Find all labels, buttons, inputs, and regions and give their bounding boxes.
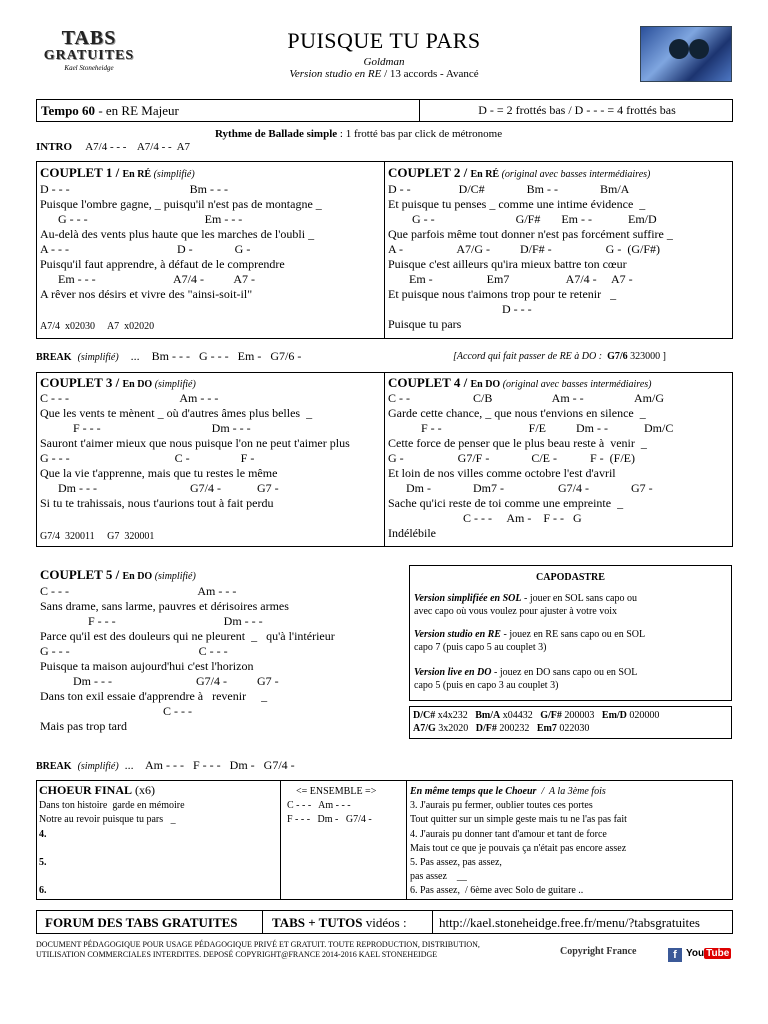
- version-rest: / 13 accords - Avancé: [381, 68, 479, 80]
- break2-line: [36, 758, 295, 774]
- intro-label: INTRO: [36, 141, 73, 153]
- chord-fingering: x4x232: [435, 710, 476, 721]
- lyric-line: Parce qu'il est des douleurs qui ne pleurent _ qu'à l'intérieur: [40, 629, 335, 643]
- youtube-icon[interactable]: [686, 948, 731, 959]
- capo-p3-rest: - jouez en DO sans capo ou en SOL: [491, 667, 638, 678]
- capo-p1-rest: - jouer en SOL sans capo ou: [521, 593, 637, 604]
- tempo-label: Tempo 60: [41, 103, 96, 118]
- couplet5-lines: [40, 584, 335, 734]
- lyric-line: Puisqu'il faut apprendre, à défaut de le comprendre: [40, 257, 285, 271]
- chord-line: C - - - Am - - -: [40, 584, 237, 598]
- divider: [280, 780, 281, 900]
- chord-line: D - - -: [388, 302, 532, 316]
- c3-key: En DO: [122, 379, 153, 390]
- break2-label: BREAK: [36, 761, 72, 772]
- final-right-title-label: En même temps que le Choeur: [410, 786, 537, 797]
- site-logo: [38, 28, 140, 78]
- capo-p1: [414, 592, 637, 618]
- forum-link[interactable]: FORUM DES TABS GRATUITES: [45, 915, 238, 930]
- chord-line: F - - - Dm - - -: [40, 421, 251, 435]
- divider: [384, 161, 385, 339]
- chord-table-row1: [413, 710, 667, 721]
- c3-note: (simplifié): [152, 379, 196, 390]
- chord-line: D - - D/C# Bm - - Bm/A: [388, 182, 630, 196]
- lyric-line: Que parfois même tout donner n'est pas forcément suffire _: [388, 227, 673, 241]
- chord-line: Em - Em7 A7/4 - A7 -: [388, 272, 633, 286]
- c2-note: (original avec basses intermédiaires): [499, 169, 651, 180]
- chord-line: C - - - Am - F - - G: [388, 511, 582, 525]
- break1-right-label: [Accord qui fait passer de RE à DO :: [453, 351, 603, 362]
- lyric-line: A rêver nos désirs et vivre des "ainsi-soit-il": [40, 287, 253, 301]
- capo-p2-rest: - jouez en RE sans capo ou en SOL: [500, 629, 646, 640]
- couplet3-title: [40, 376, 196, 392]
- break2-chords: ... Am - - - F - - - Dm - G7/4 -: [124, 758, 295, 772]
- tutos-bold: TABS + TUTOS: [272, 915, 363, 930]
- break1-chords: ... Bm - - - G - - - Em - G7/6 -: [130, 349, 302, 363]
- tempo-key: - en RE Majeur: [95, 103, 179, 118]
- final-n5: 5.: [39, 857, 47, 868]
- final-right-6: pas assez __: [410, 871, 467, 882]
- capo-p2-label: Version studio en RE: [414, 629, 501, 640]
- lyric-line: Puisque c'est ailleurs qu'ira mieux battre ton cœur: [388, 257, 627, 271]
- c1-key: En RÉ: [122, 169, 152, 180]
- chord-line: C - - C/B Am - - Am/G: [388, 391, 665, 405]
- final-right-7: 6. Pas assez, / 6ème avec Solo de guitare ..: [410, 885, 584, 896]
- c5-title: COUPLET 5 /: [40, 567, 123, 582]
- chord-line: G - G7/F - C/E - F - (F/E): [388, 451, 635, 465]
- lyric-line: Cette force de penser que le plus beau reste à venir _: [388, 436, 647, 450]
- lyric-line: Au-delà des vents plus haute que les marches de l'oubli _: [40, 227, 315, 241]
- chord-name: Em7: [536, 723, 557, 734]
- c5-note: (simplifié): [152, 571, 196, 582]
- c4-title: COUPLET 4 /: [388, 375, 471, 390]
- divider: [406, 780, 407, 900]
- chord-line: G - - - C - - -: [40, 644, 228, 658]
- final-right-title: [410, 785, 606, 799]
- final-chorus-box: [36, 780, 733, 900]
- legal-notice: [36, 940, 556, 960]
- chord-fingering: 022030: [556, 723, 597, 734]
- chord-line: F - - - Dm - - -: [40, 614, 263, 628]
- divider: [432, 911, 433, 933]
- chord-line: Dm - - - G7/4 - G7 -: [40, 481, 279, 495]
- final-right-2: Tout quitter sur un simple geste mais tu ne l'as pas fait: [410, 814, 627, 825]
- couplet5-title: [40, 568, 196, 584]
- couplet1-lines: [40, 182, 322, 302]
- chord-line: D - - - Bm - - -: [40, 182, 228, 196]
- chord-line: A - A7/G - D/F# - G - (G/F#): [388, 242, 660, 256]
- forum-bar: [36, 910, 733, 934]
- tempo-bar: [36, 99, 733, 122]
- break1-right: [453, 350, 666, 364]
- tempo-left: [41, 103, 179, 119]
- final-title: [39, 783, 155, 797]
- lyric-line: Sauront t'aimer mieux que nous puisque l'on ne peut t'aimer plus: [40, 436, 350, 450]
- tutos-url[interactable]: http://kael.stoneheidge.free.fr/menu/?tabsgratuites: [439, 915, 700, 930]
- chord-line: C - - - Am - - -: [40, 391, 219, 405]
- capo-title: CAPODASTRE: [536, 572, 605, 583]
- rythme-line: [215, 127, 502, 141]
- chord-line: G - - - Em - - -: [40, 212, 243, 226]
- yt-tube: Tube: [706, 948, 730, 959]
- couplet3-lines: [40, 391, 350, 511]
- lyric-line: Que la vie t'apprenne, mais que tu restes le même: [40, 466, 278, 480]
- chord-line: Dm - Dm7 - G7/4 - G7 -: [388, 481, 653, 495]
- yt-you: You: [686, 948, 705, 959]
- legal-line1: DOCUMENT PÉDAGOGIQUE POUR USAGE PÉDAGOGIQUE PRIVÉ ET GRATUIT. TOUTE REPRODUCTION, DISTRIBUTION,: [36, 940, 480, 949]
- logo-line1: TABS: [61, 27, 117, 49]
- break1-note: (simplifié): [77, 352, 119, 363]
- version-label: Version studio en RE: [289, 68, 382, 80]
- legal-line2: UTILISATION COMMERCIALES INTERDITES. DEPOSÉ COPYRIGHT@FRANCE 2014-2016 KAEL STONEHEIDGE: [36, 950, 438, 959]
- artist-photo: [640, 26, 732, 82]
- chord-name: A7/G: [413, 723, 436, 734]
- copyright-badge: Copyright France: [560, 946, 637, 957]
- final-right-title-rest: / A la 3ème fois: [536, 786, 606, 797]
- chord-line: G - - G/F# Em - - Em/D: [388, 212, 657, 226]
- artist: Goldman: [363, 56, 405, 68]
- couplet4-lines: [388, 391, 673, 541]
- intro-line: [36, 140, 190, 154]
- ensemble-title: <= ENSEMBLE =>: [296, 786, 377, 797]
- couplet2-title: [388, 166, 650, 182]
- lyric-line: Sache qu'ici reste de toi comme une empreinte _: [388, 496, 624, 510]
- c4-key: En DO: [470, 379, 501, 390]
- lyric-line: Si tu te trahissais, nous t'aurions tout à fait perdu: [40, 496, 274, 510]
- chord-table: [409, 706, 732, 739]
- chord-fingering: 020000: [626, 710, 667, 721]
- chord-line: F - - F/E Dm - - Dm/C: [388, 421, 674, 435]
- capo-p3-label: Version live en DO: [414, 667, 492, 678]
- lyric-line: Garde cette chance, _ que nous t'envions en silence _: [388, 406, 646, 420]
- logo-line2: GRATUITES: [43, 48, 135, 63]
- divider: [384, 372, 385, 547]
- c2-title: COUPLET 2 /: [388, 165, 471, 180]
- capo-box: [409, 565, 732, 701]
- chord-name: G/F#: [540, 710, 562, 721]
- lyric-line: Et puisque tu penses _ comme une intime évidence _: [388, 197, 646, 211]
- final-right-4: Mais tout ce que je pouvais ça n'était pas encore assez: [410, 843, 627, 854]
- ensemble-line1: C - - - Am - - -: [287, 800, 351, 811]
- ensemble-line2: F - - - Dm - G7/4 -: [287, 814, 372, 825]
- capo-p3-line2: capo 5 (puis en capo 3 au couplet 3): [414, 680, 559, 691]
- chord-fingering: 200232: [496, 723, 537, 734]
- break1-line: [36, 349, 301, 365]
- final-n6: 6.: [39, 885, 47, 896]
- break1-right-chord: G7/6: [607, 351, 628, 362]
- chord-table-row2: [413, 723, 597, 734]
- tutos-rest: vidéos :: [362, 915, 407, 930]
- c1-note: (simplifié): [151, 169, 195, 180]
- final-n4: 4.: [39, 829, 47, 840]
- song-title: PUISQUE TU PARS: [287, 28, 481, 53]
- couplet4-title: [388, 376, 651, 392]
- lyric-line: Que les vents te mènent _ où d'autres âmes plus belles _: [40, 406, 313, 420]
- rythme-rest: : 1 frotté bas par click de métronome: [337, 128, 503, 140]
- lyric-line: Sans drame, sans larme, pauvres et dérisoires armes: [40, 599, 289, 613]
- c1-title: COUPLET 1 /: [40, 165, 123, 180]
- photo-head-right: [689, 39, 709, 59]
- facebook-icon[interactable]: f: [668, 948, 682, 962]
- couplet2-lines: [388, 182, 673, 332]
- chord-line: A - - - D - G -: [40, 242, 251, 256]
- photo-head-left: [669, 39, 689, 59]
- capo-p2-line2: capo 7 (puis capo 5 au couplet 3): [414, 642, 547, 653]
- break1-label: BREAK: [36, 352, 72, 363]
- chord-fingering: 200003: [561, 710, 602, 721]
- chord-line: Em - - - A7/4 - A7 -: [40, 272, 255, 286]
- rythme-label: Rythme de Ballade simple: [215, 128, 338, 140]
- capo-p3: [414, 666, 637, 692]
- intro-chords: A7/4 - - - A7/4 - - A7: [85, 141, 191, 153]
- final-right-1: 3. J'aurais pu fermer, oublier toutes ces portes: [410, 800, 593, 811]
- lyric-line: Et loin de nos villes comme octobre l'est d'avril: [388, 466, 616, 480]
- chord-name: D/F#: [475, 723, 497, 734]
- divider: [262, 911, 263, 933]
- couplet1-title: [40, 166, 195, 182]
- logo-line3: Kael Stoneheidge: [64, 64, 114, 72]
- final-right-3: 4. J'aurais pu donner tant d'amour et tant de force: [410, 829, 607, 840]
- chord-fingering: 3x2020: [435, 723, 476, 734]
- couplet1-chords-info: A7/4 x02030 A7 x02020: [40, 321, 155, 332]
- chord-name: Bm/A: [475, 710, 501, 721]
- frottes-info: D - = 2 frottés bas / D - - - = 4 frottés bas: [419, 100, 734, 121]
- final-line1: Dans ton histoire garde en mémoire: [39, 800, 185, 811]
- capo-p2: [414, 628, 645, 654]
- capo-p1-line2: avec capo où vous voulez pour ajuster à votre voix: [414, 606, 617, 617]
- lyric-line: Puisque l'ombre gagne, _ puisqu'il n'est pas de montagne _: [40, 197, 322, 211]
- chord-name: D/C#: [413, 710, 436, 721]
- final-right-5: 5. Pas assez, pas assez,: [410, 857, 502, 868]
- tutos-label: [272, 915, 407, 931]
- chord-line: G - - - C - F -: [40, 451, 255, 465]
- final-line2: Notre au revoir puisque tu pars _: [39, 814, 176, 825]
- lyric-line: Dans ton exil essaie d'apprendre à revenir _: [40, 689, 268, 703]
- final-title-label: CHOEUR FINAL: [39, 783, 133, 797]
- couplet3-chords-info: G7/4 320011 G7 320001: [40, 531, 155, 542]
- chord-name: Em/D: [601, 710, 627, 721]
- c4-note: (original avec basses intermédiaires): [500, 379, 652, 390]
- c5-key: En DO: [122, 571, 153, 582]
- capo-p1-label: Version simplifiée en SOL: [414, 593, 522, 604]
- c3-title: COUPLET 3 /: [40, 375, 123, 390]
- lyric-line: Puisque tu pars: [388, 317, 462, 331]
- chord-fingering: x04432: [500, 710, 541, 721]
- c2-key: En RÉ: [470, 169, 500, 180]
- version-line: [150, 68, 618, 80]
- lyric-line: Et puisque nous t'aimons trop pour te retenir _: [388, 287, 617, 301]
- chord-line: Dm - - - G7/4 - G7 -: [40, 674, 279, 688]
- break1-right-rest: 323000 ]: [627, 351, 666, 362]
- lyric-line: Indélébile: [388, 526, 436, 540]
- break2-note: (simplifié): [77, 761, 119, 772]
- lyric-line: Puisque ta maison aujourd'hui c'est l'horizon: [40, 659, 254, 673]
- final-x: (x6): [132, 783, 156, 797]
- lyric-line: Mais pas trop tard: [40, 719, 127, 733]
- chord-line: C - - -: [40, 704, 192, 718]
